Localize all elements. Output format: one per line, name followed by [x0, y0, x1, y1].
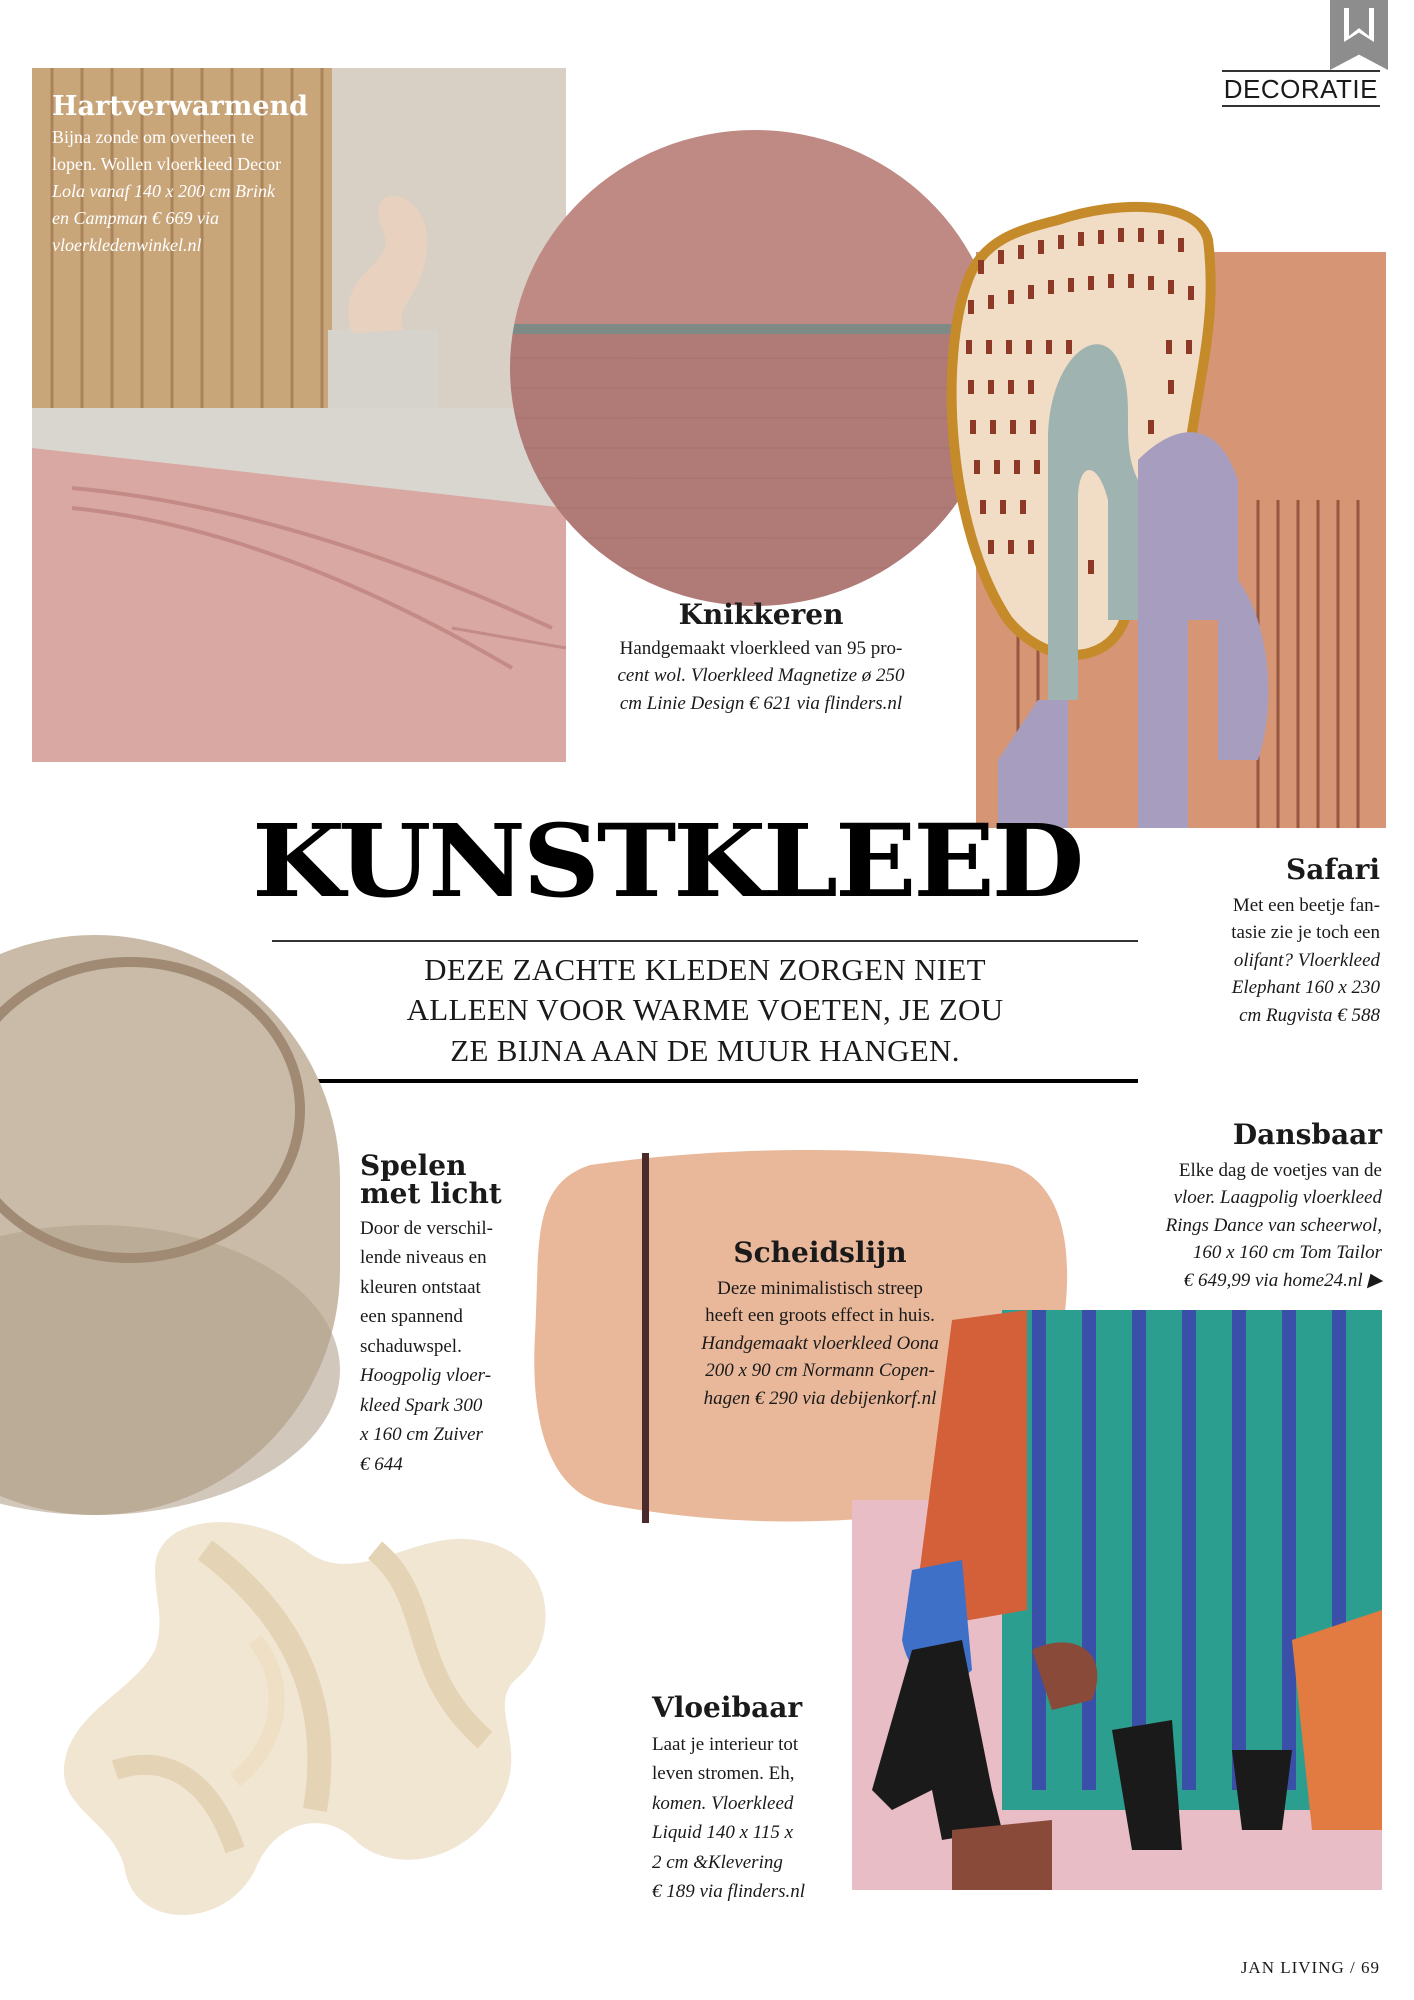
- caption-dansbaar: [1120, 1120, 1382, 1295]
- caption-line: hagen € 290 via debijenkorf.nl: [703, 1387, 937, 1409]
- caption-line: € 189 via flinders.nl: [652, 1880, 806, 1902]
- caption-line: cm Rugvista € 588: [1239, 1004, 1380, 1026]
- caption-body: [652, 1730, 852, 1907]
- caption-line: olifant? Vloerkleed: [1233, 949, 1380, 971]
- caption-line: 200 x 90 cm Normann Copen-: [705, 1360, 935, 1382]
- caption-body: [1180, 892, 1380, 1030]
- caption-safari: [1180, 855, 1380, 1030]
- caption-line: € 644: [360, 1453, 403, 1475]
- caption-title: Hartverwarmend: [52, 91, 309, 122]
- rug-spelen-met-licht: [0, 925, 345, 1525]
- caption-body: [1120, 1157, 1382, 1295]
- caption-title: Dansbaar: [1232, 1118, 1382, 1151]
- caption-line: tasie zie je toch een: [1231, 922, 1380, 944]
- subtitle-line: ZE BIJNA AAN DE MUUR HANGEN.: [450, 1032, 960, 1068]
- caption-line: lende niveaus en: [360, 1247, 487, 1269]
- caption-body: [360, 1214, 530, 1479]
- caption-line: een spannend: [360, 1306, 463, 1328]
- page-headline: KUNSTKLEED: [252, 802, 1082, 920]
- caption-title-line: met licht: [360, 1177, 502, 1210]
- headline-rule-bottom: [272, 1079, 1138, 1083]
- caption-line: Liquid 140 x 115 x: [652, 1822, 794, 1844]
- caption-line: kleed Spark 300: [360, 1394, 483, 1416]
- caption-line: Laat je interieur tot: [652, 1733, 799, 1755]
- caption-line: heeft een groots effect in huis.: [705, 1305, 935, 1327]
- rug-vloeibaar: [55, 1490, 685, 1930]
- caption-line: Elephant 160 x 230: [1231, 977, 1380, 999]
- caption-title: Safari: [1286, 853, 1380, 886]
- caption-line: komen. Vloerkleed: [652, 1792, 794, 1814]
- caption-line: Handgemaakt vloerkleed van 95 pro-: [619, 637, 903, 659]
- section-label: DECORATIE: [1222, 70, 1380, 107]
- caption-line: vloerkledenwinkel.nl: [52, 234, 202, 255]
- caption-line: leven stromen. Eh,: [652, 1763, 795, 1785]
- caption-line: vloer. Laagpolig vloerkleed: [1173, 1187, 1382, 1209]
- caption-line: Door de verschil-: [360, 1218, 493, 1239]
- caption-title: Vloeibaar: [652, 1691, 803, 1724]
- page-subtitle: [300, 950, 1110, 1071]
- caption-line: en Campman € 669 via: [52, 207, 219, 228]
- caption-title: [360, 1149, 530, 1210]
- caption-title: Scheidslijn: [733, 1236, 907, 1269]
- rug-knikkeren: [505, 128, 1005, 608]
- caption-line: Deze minimalistisch streep: [717, 1277, 923, 1299]
- headline-rule-top: [272, 940, 1138, 942]
- caption-line: cm Linie Design € 621 via flinders.nl: [619, 692, 903, 714]
- caption-line: Handgemaakt vloerkleed Oona: [701, 1332, 939, 1354]
- page-footer: JAN LIVING / 69: [1240, 1958, 1380, 1977]
- caption-line: cent wol. Vloerkleed Magnetize ø 250: [617, 665, 905, 687]
- caption-line: schaduwspel.: [360, 1335, 462, 1357]
- caption-line: lopen. Wollen vloerkleed Decor: [52, 153, 282, 174]
- subtitle-line: DEZE ZACHTE KLEDEN ZORGEN NIET: [424, 952, 986, 987]
- rug-dansbaar: [852, 1310, 1382, 1890]
- caption-line: 2 cm &Klevering: [652, 1851, 783, 1873]
- caption-line: Hoogpolig vloer-: [360, 1365, 492, 1387]
- caption-line: x 160 cm Zuiver: [360, 1424, 483, 1446]
- caption-title-line: Spelen: [360, 1149, 467, 1182]
- caption-line: € 649,99 via home24.nl ▶: [1183, 1269, 1382, 1291]
- caption-hartverwarmend: [52, 92, 342, 259]
- caption-body: [52, 124, 342, 259]
- caption-spelen-met-licht: [360, 1149, 530, 1479]
- rug-safari: [938, 200, 1386, 828]
- caption-line: kleuren ontstaat: [360, 1276, 481, 1298]
- caption-line: Elke dag de voetjes van de: [1178, 1159, 1382, 1181]
- caption-line: Met een beetje fan-: [1232, 894, 1380, 916]
- caption-body: [596, 635, 926, 718]
- caption-line: Lola vanaf 140 x 200 cm Brink: [52, 180, 275, 201]
- caption-line: Bijna zonde om overheen te: [52, 126, 254, 147]
- bookmark-icon[interactable]: [1330, 0, 1388, 70]
- caption-vloeibaar: [652, 1693, 852, 1906]
- caption-line: 160 x 160 cm Tom Tailor: [1192, 1242, 1382, 1264]
- subtitle-line: ALLEEN VOOR WARME VOETEN, JE ZOU: [406, 992, 1004, 1028]
- caption-title: Knikkeren: [678, 598, 844, 631]
- caption-line: Rings Dance van scheerwol,: [1165, 1214, 1382, 1236]
- caption-knikkeren: [596, 600, 926, 717]
